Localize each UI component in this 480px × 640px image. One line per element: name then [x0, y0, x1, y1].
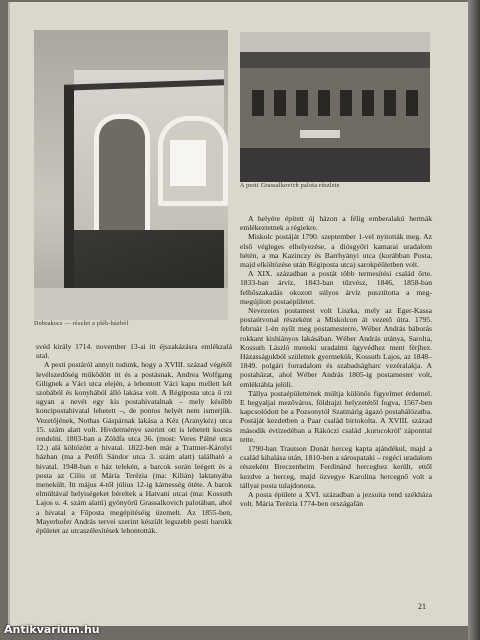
photo-caption-right: A pesti Grassalkovich palota részlete: [240, 183, 340, 189]
book-page: [8, 2, 468, 626]
paragraph: A helyére épített új házon a félig emberalakú hermák emlékeztetnek a régiekre.: [240, 214, 432, 233]
photo-grassalkovich-palace: [240, 32, 430, 182]
paragraph: Tállya postaépülettének múltja különös figyelmet érdemel. E hegyaljai mezőváros, földrajzi helyzetétől fogva, 1567-ben kapcsolódott be a Pozsonytól Szatmárig ágazó postahálózatba. Postáját kezdetben a Paar család birtokolta. A XVIII. század második évtizedéban a Rákóczi család ‚kurucokról' záponttal tette.: [240, 388, 432, 444]
paragraph: svéd király 1714. november 13-ai itt éjszakázásra emlékzalá utal.: [36, 342, 232, 361]
paragraph: Miskolc postáját 1790. szeptember 1-vel nyitották meg. Az első végleges elhelyezése, a diósgyőri kamarai uradalom hétén, a ma Kazinczy és Barrhyányi utca (korábban Posta, majd elköltözése után Régiposta utca) sarokpéületben volt.: [240, 232, 432, 270]
photo-caption-left: Dobrakocs — részlet a pléh-házból: [34, 321, 129, 327]
text-column-right: [240, 214, 432, 509]
page-number: 21: [418, 602, 426, 611]
paragraph: A XIX. században a postát több termesítési család őrte. 1833-ban árvíz, 1843-ban tűzvész, 1846, 1858-ban felhőszakadás okozott súlyos árvíz pusztította a meg-megújított postaépületet.: [240, 269, 432, 306]
paragraph: A posta épülete a XVI. században a jezsuita rend székháza volt. Mária Terézia 1774-ben országafán: [240, 490, 432, 509]
watermark: Antikvarium.hu: [4, 623, 100, 636]
paragraph: Nevezetes postamest volt Liszka, mely az Eger-Kassa postaútvonal részeként a Miskolcon át vezető útra. 1795. február 1-én nyílt meg postamesterre, Wéber András báborás rokkant kishiányos lakásában. Wéber András utánya, Sarolta, Kossuth László menoki uradalmi ügyvédhez ment férjhez. Házasságukból születtek gyermekük, Kossuth Lajos, az 1848–1849. polgári forradalom és szabadságharc vezéralakja. A postaházat, ahol Wéber András 1805-ig postamester volt, emléktábla jelöli.: [240, 306, 432, 389]
book-binding-edge: [468, 0, 480, 640]
paragraph: A pesti postáról annyit tudunk, hogy a XVIII. század végétől levélszedőség működött itt és a postásnak, Andrea Wolfgang Gilignek a Váci utca elején, a lebontott Váci kapu mellett két szobából és konyhából álló lakása volt. A Régiposta utca ő rzi ugyan a nevét egy kis postahivatalnak – mely később koncipostahivatal lehetett –, de pontos helyét nem ismerjük. Vezetőjének, Nothas Gáspárnak lakása a Kéz (Aranykéz) utca 15. szám alatt volt. Hivdetménye szerint ott is lehetett kocsis rendelni. 1803-ban a Zöldfa utca 36. (most: Veres Pálné utca 12.) alá költözött a hivatal. 1822-ben már a Trattner-Károlyi házban (ma a Petőfi Sándor utca 3. szám alatt) található a hivatal. 1948-ban e ház telekén, a barcok során leégett és a posta az Ciliu ut Mária Terézia (ma: Kilián) laktanyába menekült. Itt május 4-től július 12-ig kárnesség ötéte. A barok elmúltával helyiségeket béreltek a Hatvani utcai (ma: Kossuth Lajos u. 4. szám alatti) gyönyörű Grassalkovich palotában, ahol a hivatal a Főposta megépítéséig üzemelt. Az 1855-ben, Mayerhofer András tervei szerint készült legszebb pesti barokk épületet az utcaszélesítések lebontották.: [36, 360, 232, 536]
text-column-left: [36, 342, 232, 535]
paragraph: 1790-ban Trautson Donát herceg kapta ajándékul, majd a család kihalása után, 1810-ben a sárospataki – regéci uradalom részeként Breczenheim Ferdinánd herceghez került, ettől kezdve a herceg, majd özvegye Karolina hercegnő volt a tállyai posta tulajdonosa.: [240, 444, 432, 490]
photo-building-arches: [34, 30, 228, 320]
